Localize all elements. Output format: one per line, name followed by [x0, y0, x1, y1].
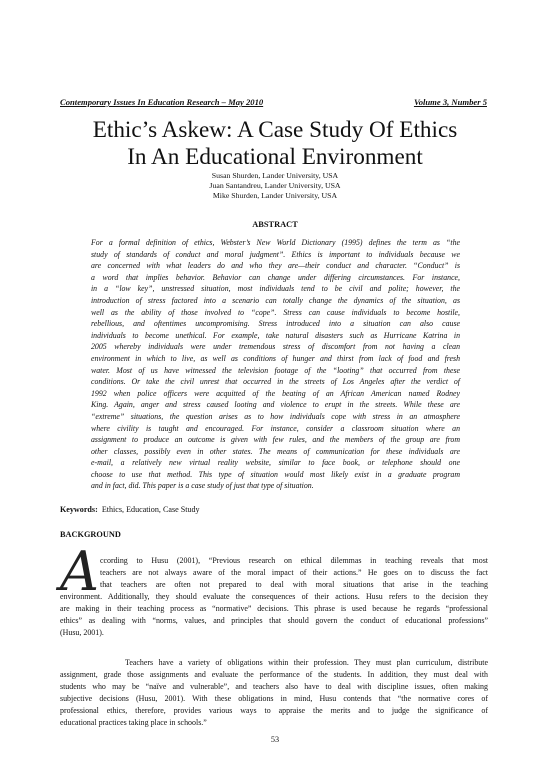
abstract-line: introduction of stress factored into a scenario can totally change the dynamics of the situation, as [91, 295, 460, 305]
keywords-line [60, 505, 200, 514]
abstract-line: conditions. Or take the civil unrest that occurred in the streets of Los Angeles after the verdict of [91, 377, 460, 387]
abstract-line: e-mail, a relatively new virtual reality website, similar to face book, or telephone should one [91, 458, 460, 468]
abstract-line: a word that implies behavior. Behavior can change under differing circumstances. For instance, [91, 272, 460, 282]
abstract-line: environment in which to live, as well as conditions of hunger and thirst from lack of food and fresh [91, 353, 460, 363]
background-para1-line: (Husu, 2001). [60, 628, 104, 637]
background-para2-line: professional ethics, therefore, provides various ways to appraise the merits and to judge the significance of [60, 706, 488, 715]
abstract-line: 1992 when police officers were acquitted of the beating of an African American named Rodney [91, 388, 460, 398]
abstract-line: “extreme” situations, the question arises as to how individuals cope with stress in an atmosphere [91, 411, 460, 421]
page-number: 53 [270, 735, 280, 744]
abstract-line: in a “low key”, unstressed situation, most individuals tend to be civil and polite; however, the [91, 284, 460, 294]
abstract-line: other classes, possibly even in other states. The means of communication for these individuals are [91, 446, 460, 456]
abstract-body [91, 237, 460, 492]
title-line-2: In An Educational Environment [127, 144, 423, 170]
keywords-label: Keywords: [60, 505, 98, 514]
abstract-line: individuals to become unethical. For example, take natural disasters such as Hurricane Katrina in [91, 330, 460, 340]
background-para2-line: educational practices taking place in schools.” [60, 718, 207, 727]
background-para1-line: that teachers are often not prepared to deal with moral situations that arise in the teaching [100, 580, 488, 589]
running-header [60, 97, 487, 107]
background-para1-line: environment. Additionally, they should evaluate the consequences of their actions. Husu refers to the decision they [60, 592, 488, 601]
volume-number-label: Volume 3, Number 5 [413, 97, 487, 107]
abstract-line: rebellious, and oftentimes uncompromising. Stress introduced into a situation can also cause [91, 319, 460, 329]
abstract-heading: ABSTRACT [252, 220, 298, 229]
abstract-line: where civility is taught and encouraged. For instance, consider a classroom situation where an [91, 423, 460, 433]
drop-cap-letter: A [60, 540, 99, 603]
background-para2-line: assignment, grade those assignments and evaluate the performance of the students. In addition, they must deal with [60, 670, 488, 679]
author-3: Mike Shurden, Lander University, USA [212, 191, 338, 200]
background-para1-line: ethics” as dealing with “norms, values, and principles that should govern the conduct of educational professions” [60, 616, 488, 625]
title-line-1: Ethic’s Askew: A Case Study Of Ethics [92, 117, 458, 143]
abstract-line: water. Most of us have witnessed the television footage of the “looting” that occurred from these [91, 365, 460, 375]
author-list [100, 171, 450, 201]
abstract-line: King. Again, anger and stress caused looting and violence to erupt in the streets. While these are [91, 400, 460, 410]
background-para1-line: ccording to Husu (2001), “Previous research on ethical dilemmas in teaching reveals that most [100, 556, 488, 565]
background-para2-line: subjective decisions (Husu, 2001). With these obligations in mind, Husu contends that “the normative cores of [60, 694, 488, 703]
background-para1-line: teachers are not always aware of the moral impact of their actions.” He goes on to discuss the fact [100, 568, 488, 577]
background-paragraph-1-continued [60, 591, 488, 639]
abstract-line: study of standards of conduct and moral judgment”. Ethics is important to individuals because we [91, 249, 460, 259]
abstract-line: and in fact, did. This paper is a case study of just that type of situation. [91, 481, 314, 491]
background-paragraph-2 [60, 657, 488, 729]
paper-title [40, 117, 510, 171]
author-1: Susan Shurden, Lander University, USA [211, 171, 339, 180]
abstract-line: assignment to produce an outcome is given with few rules, and the members of the group are from [91, 435, 460, 445]
background-para2-line: Teachers have a variety of obligations within their profession. They must plan curriculum, distribute [60, 658, 488, 667]
background-para1-line: are making in their teaching process as “normative” decisions. This phrase is used because he regards “professional [60, 604, 488, 613]
abstract-line: choose to use that method. This type of situation would most likely exist in a graduate program [91, 469, 460, 479]
abstract-line: For a formal definition of ethics, Webster’s New World Dictionary (1995) defines the term as “the [91, 238, 460, 247]
abstract-line: are concerned with what leaders do and who they are—their conduct and character. “Conduct” is [91, 261, 460, 271]
keywords-text: Ethics, Education, Case Study [101, 505, 200, 514]
abstract-line: well as the ability of those involved to “cope”. Stress can cause individuals to become hostile, [91, 307, 460, 317]
journal-issue-label: Contemporary Issues In Education Research – May 2010 [60, 97, 264, 107]
background-para2-line: students who may be “naïve and vulnerable”, and teachers also have to deal with discipline issues, often making [60, 682, 488, 691]
abstract-line: 2005 whereby individuals were under tremendous stress of discomfort from not having a clean [91, 342, 460, 352]
background-paragraph-1-indented [100, 555, 488, 591]
background-heading: BACKGROUND [60, 530, 121, 539]
author-2: Juan Santandreu, Lander University, USA [209, 181, 341, 190]
